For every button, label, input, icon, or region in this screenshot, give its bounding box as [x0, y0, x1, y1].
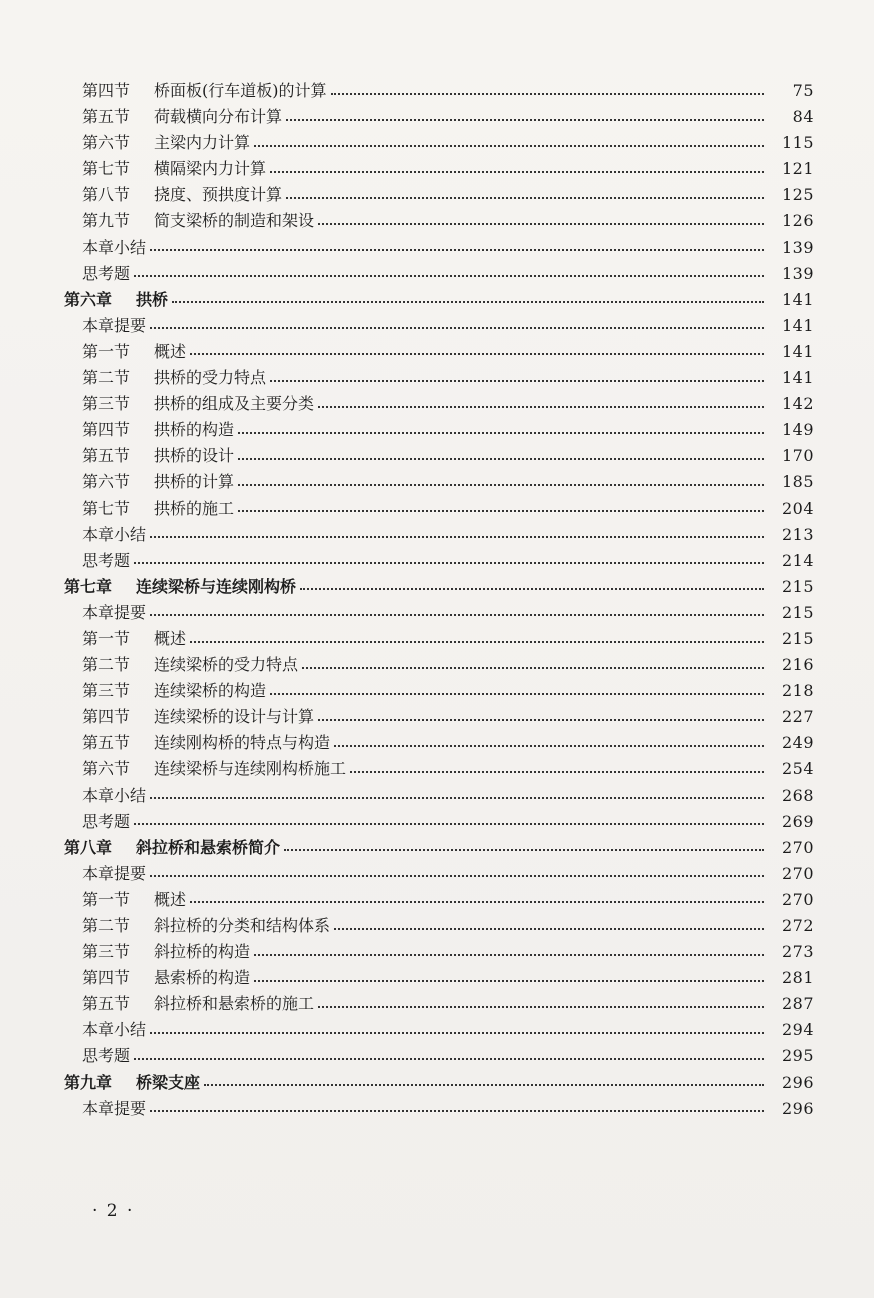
toc-page-number: 269 [781, 811, 814, 831]
toc-entry-number: 第二节 [82, 655, 131, 675]
toc-chapter-entry[interactable] [64, 574, 814, 600]
toc-misc-entry[interactable] [82, 522, 814, 548]
toc-entry-label [82, 417, 234, 443]
leader-dots [254, 979, 764, 982]
toc-entry-title: 荷载横向分布计算 [154, 107, 283, 127]
toc-entry-label [82, 809, 130, 835]
leader-dots [190, 352, 764, 355]
toc-misc-entry[interactable] [82, 809, 814, 835]
toc-page-number: 170 [781, 446, 814, 466]
toc-section-entry[interactable] [82, 469, 814, 495]
leader-dots [134, 561, 764, 564]
toc-entry-number: 第六节 [82, 472, 131, 492]
toc-entry-label [82, 783, 146, 809]
toc-page-number: 149 [781, 420, 814, 440]
toc-entry-label [82, 339, 186, 365]
toc-entry-label [82, 756, 346, 782]
toc-entry-title: 本章提要 [82, 1098, 147, 1118]
toc-entry-label [64, 287, 168, 313]
toc-page-number: 215 [781, 628, 814, 648]
toc-entry-number: 第六节 [82, 133, 131, 153]
leader-dots [334, 927, 764, 930]
toc-entry-label [82, 913, 330, 939]
toc-entry-label [82, 939, 250, 965]
leader-dots [286, 196, 764, 199]
toc-entry-label [64, 835, 280, 861]
toc-entry-number: 第九章 [64, 1072, 113, 1092]
toc-section-entry[interactable] [82, 417, 814, 443]
toc-page-number: 227 [781, 707, 814, 727]
page-number-footer: · 2 · [92, 1201, 135, 1221]
toc-entry-number: 第八节 [82, 185, 131, 205]
toc-entry-label [82, 182, 282, 208]
leader-dots [150, 613, 764, 616]
toc-page-number: 141 [781, 315, 814, 335]
toc-section-entry[interactable] [82, 443, 814, 469]
toc-page-number: 214 [781, 550, 814, 570]
leader-dots [238, 457, 764, 460]
leader-dots [254, 144, 764, 147]
toc-entry-title: 拱桥的受力特点 [154, 368, 267, 388]
toc-entry-label [82, 78, 327, 104]
toc-page-number: 125 [781, 185, 814, 205]
toc-entry-number: 第九节 [82, 211, 131, 231]
toc-section-entry[interactable] [82, 104, 814, 130]
toc-page-number: 268 [781, 785, 814, 805]
toc-page-number: 287 [781, 994, 814, 1014]
toc-entry-number: 第八章 [64, 837, 113, 857]
toc-entry-label [82, 1096, 146, 1122]
toc-entry-number: 第四节 [82, 81, 131, 100]
toc-page-number: 185 [781, 472, 814, 492]
toc-entry-label [82, 965, 250, 991]
toc-entry-title: 本章小结 [82, 237, 147, 257]
toc-page-number: 126 [781, 211, 814, 231]
leader-dots [238, 431, 764, 434]
toc-entry-number: 第二节 [82, 916, 131, 935]
toc-entry-label [64, 1070, 200, 1096]
toc-page-number: 213 [781, 524, 814, 544]
toc-page-number: 254 [781, 759, 814, 779]
toc-entry-title: 本章小结 [82, 1020, 147, 1040]
toc-entry-number: 第一节 [82, 628, 131, 648]
toc-section-entry[interactable] [82, 208, 814, 234]
leader-dots [318, 405, 764, 408]
toc-section-entry[interactable] [82, 730, 814, 756]
toc-entry-label [82, 469, 234, 495]
toc-misc-entry[interactable] [82, 1096, 814, 1122]
toc-section-entry[interactable] [82, 652, 814, 678]
toc-page-number: 141 [781, 289, 814, 309]
leader-dots [270, 170, 764, 173]
toc-entry-title: 拱桥的设计 [154, 446, 235, 466]
leader-dots [172, 300, 764, 303]
toc-chapter-entry[interactable] [64, 835, 814, 861]
leader-dots [331, 92, 765, 95]
toc-section-entry[interactable] [82, 339, 814, 365]
toc-entry-number: 第五节 [82, 733, 131, 753]
toc-entry-label [82, 313, 146, 339]
toc-entry-title: 主梁内力计算 [154, 133, 251, 153]
toc-page-number: 141 [781, 368, 814, 388]
toc-section-entry[interactable] [82, 939, 814, 965]
toc-entry-title: 概述 [154, 628, 187, 648]
toc-entry-number: 第七节 [82, 498, 131, 518]
toc-entry-number: 第四节 [82, 707, 131, 727]
toc-entry-label [82, 704, 314, 730]
toc-page-number: 296 [781, 1072, 814, 1092]
leader-dots [150, 1031, 764, 1034]
toc-chapter-entry[interactable] [64, 287, 814, 313]
toc-section-entry[interactable] [82, 365, 814, 391]
toc-entry-title: 横隔梁内力计算 [154, 159, 267, 179]
leader-dots [286, 118, 764, 121]
toc-entry-label [82, 730, 330, 756]
toc-entry-label [64, 574, 296, 600]
leader-dots [134, 274, 764, 277]
toc-page-number: 215 [781, 576, 814, 596]
toc-misc-entry[interactable] [82, 600, 814, 626]
toc-entry-title: 概述 [154, 889, 187, 909]
toc-entry-label [82, 548, 130, 574]
toc-entry-title: 连续梁桥与连续刚构桥 [136, 576, 297, 596]
toc-entry-label [82, 1017, 146, 1043]
toc-entry-title: 拱桥 [136, 289, 169, 309]
toc-misc-entry[interactable] [82, 313, 814, 339]
toc-misc-entry[interactable] [82, 235, 814, 261]
toc-section-entry[interactable] [82, 626, 814, 652]
toc-entry-number: 第五节 [82, 107, 131, 127]
toc-entry-number: 第七章 [64, 576, 113, 596]
leader-dots [190, 900, 764, 903]
toc-entry-title: 斜拉桥和悬索桥简介 [136, 837, 281, 857]
toc-misc-entry[interactable] [82, 1017, 814, 1043]
toc-entry-number: 第三节 [82, 681, 131, 701]
toc-section-entry[interactable] [82, 496, 814, 522]
toc-page-number: 216 [781, 655, 814, 675]
toc-section-entry[interactable] [82, 756, 814, 782]
toc-page-number: 295 [781, 1046, 814, 1066]
toc-page-number: 204 [781, 498, 814, 518]
toc-entry-label [82, 652, 298, 678]
toc-entry-title: 思考题 [82, 550, 131, 570]
toc-entry-label [82, 235, 146, 261]
toc-entry-title: 拱桥的施工 [154, 498, 235, 518]
leader-dots [254, 953, 764, 956]
toc-section-entry[interactable] [82, 391, 814, 417]
toc-entry-title: 拱桥的计算 [154, 472, 235, 492]
toc-entry-number: 第二节 [82, 368, 131, 388]
toc-entry-label [82, 261, 130, 287]
toc-entry-number: 第四节 [82, 420, 131, 440]
toc-section-entry[interactable] [82, 913, 814, 939]
toc-entry-label [82, 496, 234, 522]
toc-entry-title: 概述 [154, 341, 187, 361]
toc-page-number: 84 [792, 107, 814, 127]
toc-page-number: 270 [781, 863, 814, 883]
toc-entry-label [82, 861, 146, 887]
toc-entry-title: 连续梁桥的设计与计算 [154, 707, 315, 727]
toc-entry-title: 桥面板(行车道板)的计算 [154, 81, 327, 100]
toc-entry-title: 斜拉桥和悬索桥的施工 [154, 994, 315, 1014]
toc-chapter-entry[interactable] [64, 1070, 814, 1096]
toc-entry-title: 拱桥的构造 [154, 420, 235, 440]
toc-page-number: 273 [781, 942, 814, 962]
toc-entry-number: 第六节 [82, 759, 131, 779]
toc-entry-title: 思考题 [82, 263, 131, 283]
toc-misc-entry[interactable] [82, 261, 814, 287]
toc-page-number: 215 [781, 602, 814, 622]
toc-page-number: 270 [781, 889, 814, 909]
toc-section-entry[interactable] [82, 678, 814, 704]
leader-dots [284, 848, 764, 851]
toc-entry-title: 简支梁桥的制造和架设 [154, 211, 315, 231]
table-of-contents [0, 78, 874, 1122]
leader-dots [302, 666, 764, 669]
toc-entry-title: 斜拉桥的分类和结构体系 [154, 916, 331, 935]
leader-dots [190, 640, 764, 643]
toc-page-number: 272 [781, 916, 814, 935]
toc-section-entry[interactable] [82, 887, 814, 913]
toc-entry-title: 斜拉桥的构造 [154, 942, 251, 962]
toc-section-entry[interactable] [82, 991, 814, 1017]
leader-dots [300, 587, 764, 590]
toc-entry-label [82, 104, 282, 130]
toc-entry-title: 连续梁桥的受力特点 [154, 655, 299, 675]
toc-misc-entry[interactable] [82, 548, 814, 574]
toc-entry-title: 连续刚构桥的特点与构造 [154, 733, 331, 753]
toc-entry-title: 本章提要 [82, 863, 147, 883]
toc-entry-label [82, 130, 250, 156]
toc-section-entry[interactable] [82, 130, 814, 156]
leader-dots [150, 796, 764, 799]
leader-dots [350, 770, 764, 773]
toc-page-number: 75 [792, 81, 814, 100]
toc-entry-title: 本章小结 [82, 524, 147, 544]
leader-dots [238, 509, 764, 512]
toc-entry-title: 拱桥的组成及主要分类 [154, 394, 315, 414]
toc-entry-label [82, 522, 146, 548]
leader-dots [204, 1083, 764, 1086]
toc-entry-label [82, 678, 266, 704]
toc-entry-label [82, 443, 234, 469]
toc-misc-entry[interactable] [82, 861, 814, 887]
toc-page-number: 139 [781, 237, 814, 257]
toc-entry-label [82, 391, 314, 417]
toc-page-number: 142 [781, 394, 814, 414]
toc-entry-label [82, 991, 314, 1017]
toc-page-number: 218 [781, 681, 814, 701]
toc-entry-label [82, 887, 186, 913]
leader-dots [150, 1109, 764, 1112]
toc-entry-number: 第五节 [82, 446, 131, 466]
toc-entry-title: 悬索桥的构造 [154, 968, 251, 988]
toc-entry-title: 桥梁支座 [136, 1072, 201, 1092]
leader-dots [238, 483, 764, 486]
leader-dots [150, 874, 764, 877]
toc-entry-label [82, 1043, 130, 1069]
toc-misc-entry[interactable] [82, 1043, 814, 1069]
toc-page-number: 139 [781, 263, 814, 283]
leader-dots [318, 1005, 764, 1008]
toc-entry-number: 第五节 [82, 994, 131, 1014]
leader-dots [270, 379, 764, 382]
toc-entry-label [82, 600, 146, 626]
leader-dots [150, 248, 764, 251]
toc-entry-title: 本章提要 [82, 315, 147, 335]
toc-page-number: 296 [781, 1098, 814, 1118]
toc-entry-number: 第三节 [82, 942, 131, 962]
toc-section-entry[interactable] [82, 704, 814, 730]
toc-section-entry[interactable] [82, 182, 814, 208]
leader-dots [134, 822, 764, 825]
toc-page-number: 249 [781, 733, 814, 753]
toc-section-entry[interactable] [82, 78, 814, 104]
toc-entry-number: 第一节 [82, 889, 131, 909]
toc-entry-title: 连续梁桥的构造 [154, 681, 267, 701]
toc-entry-title: 连续梁桥与连续刚构桥施工 [154, 759, 347, 779]
toc-entry-title: 挠度、预拱度计算 [154, 185, 283, 205]
toc-entry-number: 第四节 [82, 968, 131, 988]
toc-entry-number: 第七节 [82, 159, 131, 179]
toc-entry-label [82, 156, 266, 182]
toc-page-number: 294 [781, 1020, 814, 1040]
toc-entry-title: 思考题 [82, 811, 131, 831]
toc-page-number: 270 [781, 837, 814, 857]
toc-page-number: 281 [781, 968, 814, 988]
toc-entry-title: 本章提要 [82, 602, 147, 622]
toc-page-number: 115 [781, 133, 814, 153]
toc-entry-label [82, 208, 314, 234]
leader-dots [334, 744, 764, 747]
toc-entry-number: 第三节 [82, 394, 131, 414]
toc-misc-entry[interactable] [82, 783, 814, 809]
leader-dots [318, 222, 764, 225]
toc-entry-title: 本章小结 [82, 785, 147, 805]
toc-page-number: 121 [781, 159, 814, 179]
toc-section-entry[interactable] [82, 965, 814, 991]
leader-dots [134, 1057, 764, 1060]
toc-section-entry[interactable] [82, 156, 814, 182]
toc-entry-label [82, 365, 266, 391]
toc-entry-title: 思考题 [82, 1046, 131, 1066]
toc-entry-number: 第一节 [82, 341, 131, 361]
toc-entry-number: 第六章 [64, 289, 113, 309]
toc-page-number: 141 [781, 341, 814, 361]
leader-dots [270, 692, 764, 695]
leader-dots [150, 326, 764, 329]
leader-dots [150, 535, 764, 538]
leader-dots [318, 718, 764, 721]
toc-entry-label [82, 626, 186, 652]
